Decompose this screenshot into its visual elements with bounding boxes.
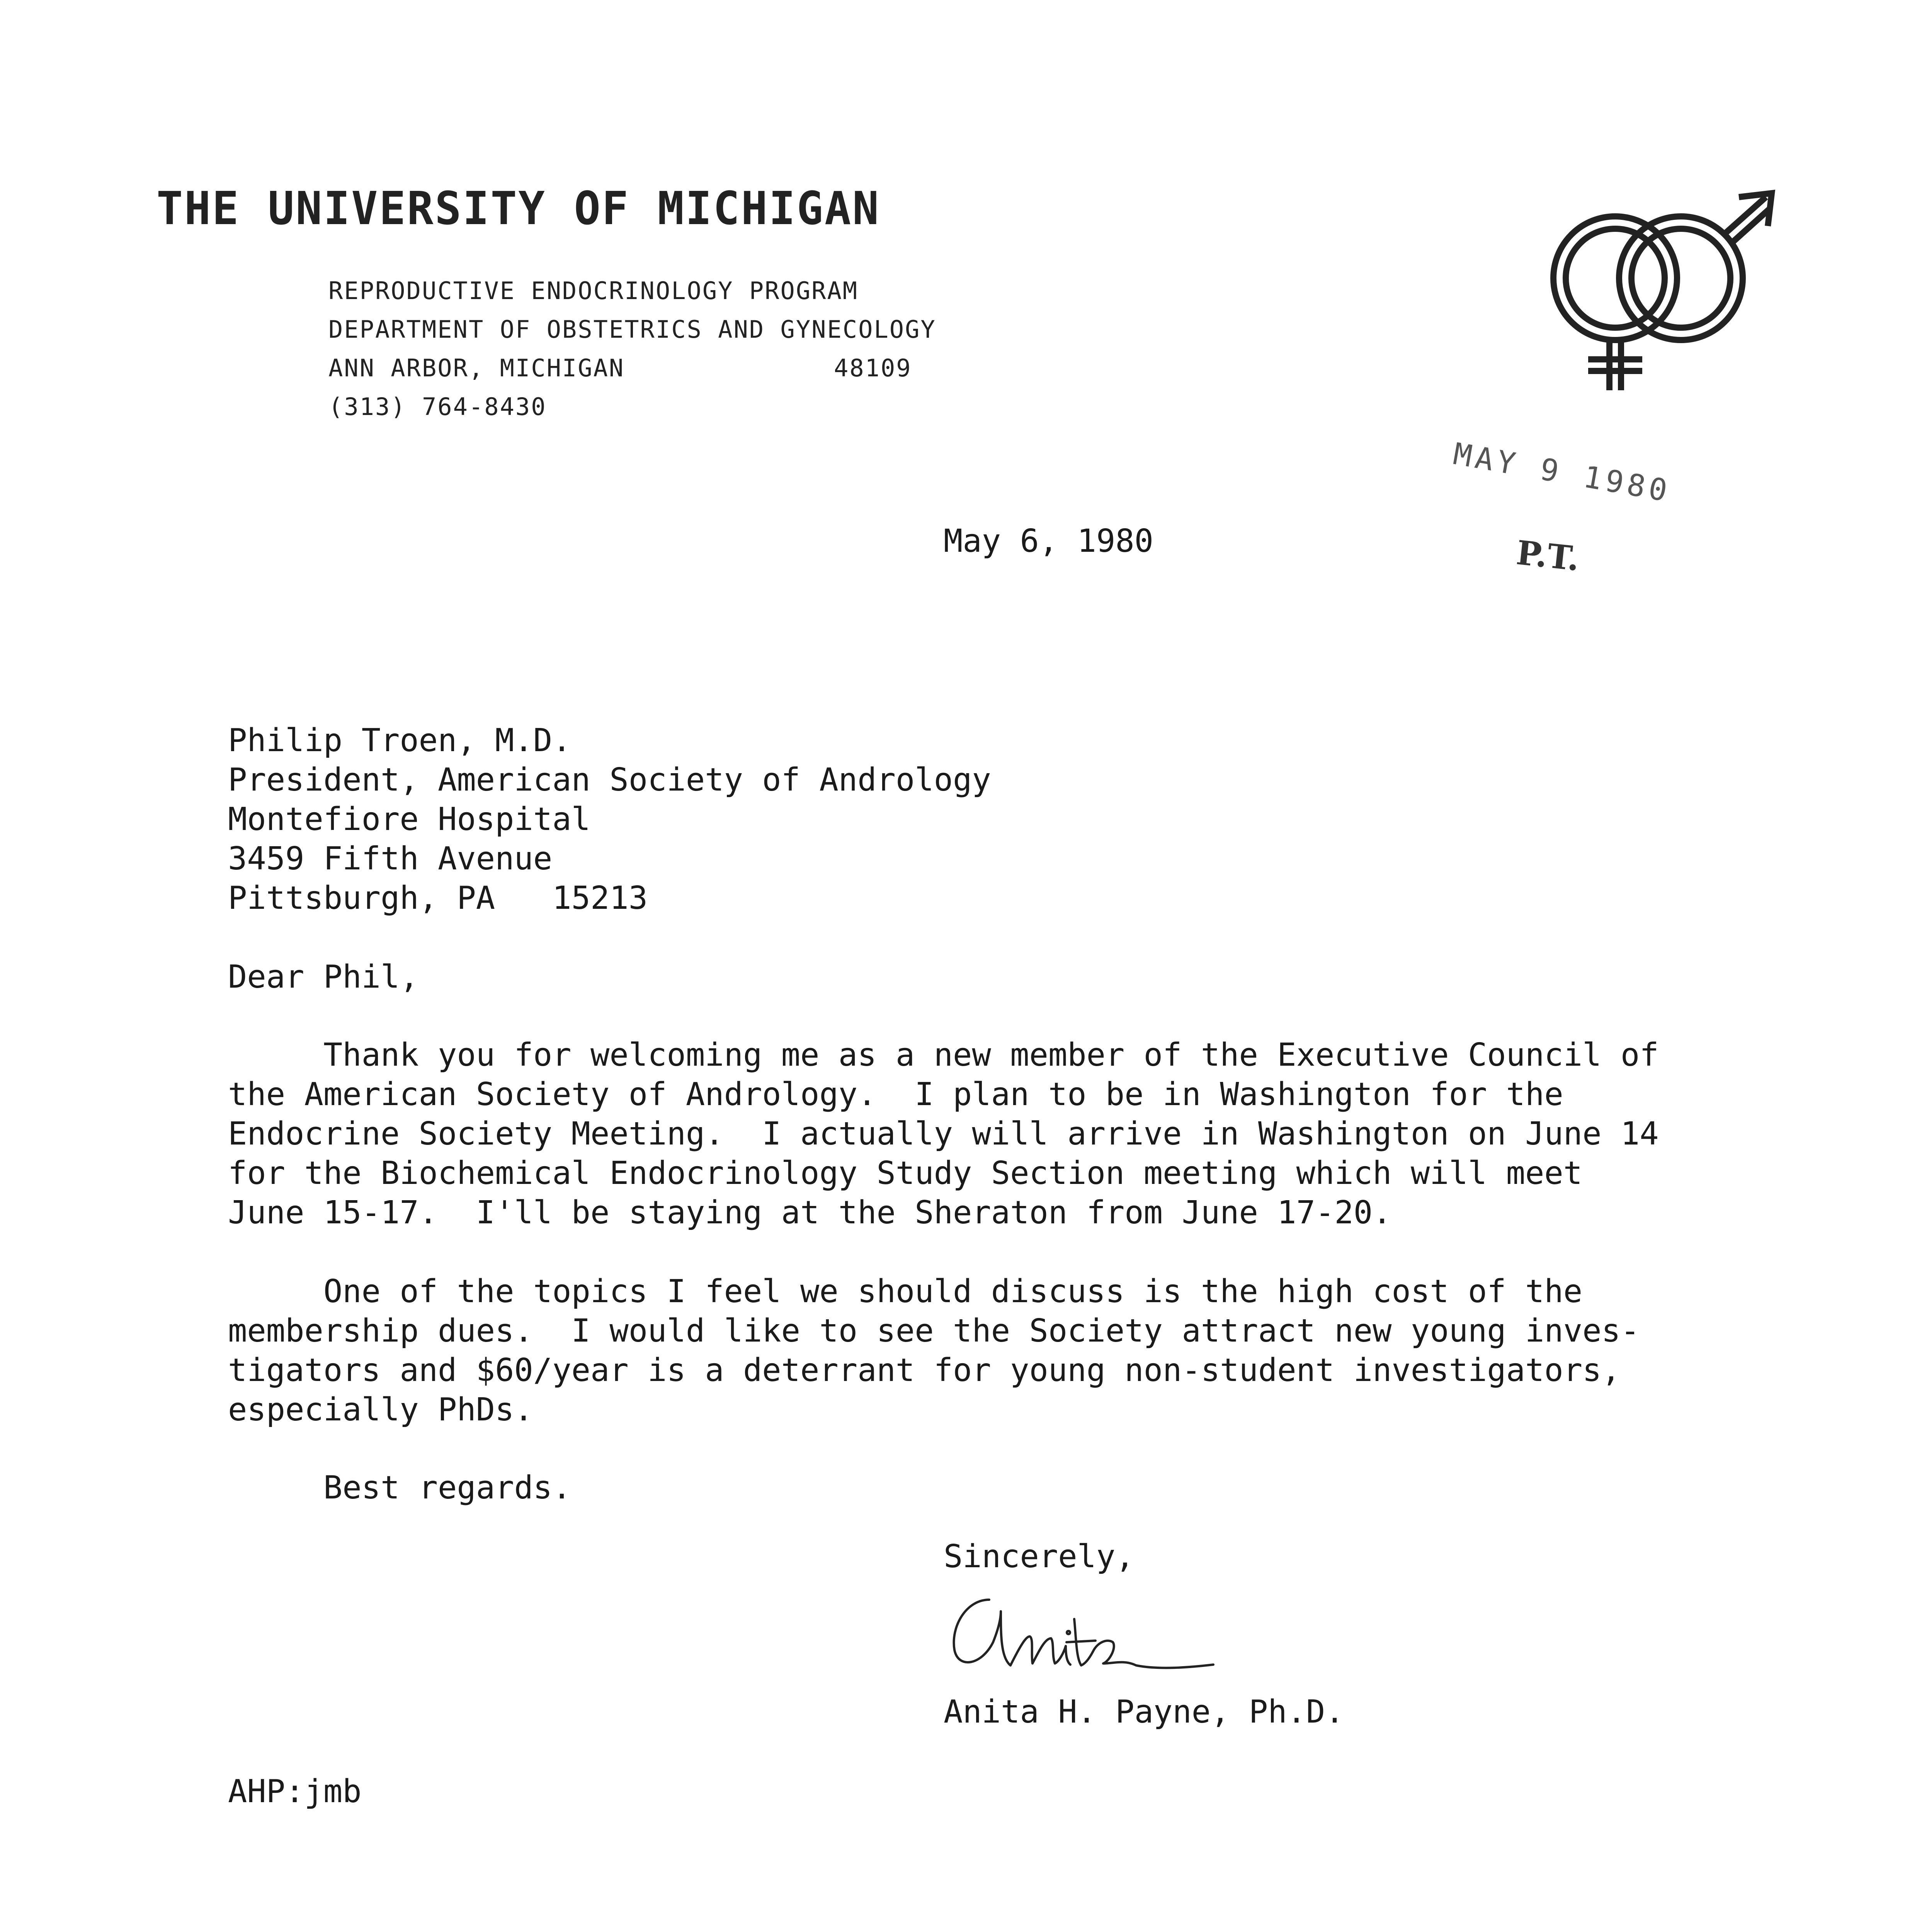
recipient-title: President, American Society of Andrology [228, 762, 991, 798]
handwritten-signature [943, 1584, 1237, 1685]
body-line: tigators and $60/year is a deterrant for young non-student investigators, [228, 1352, 1621, 1389]
received-date-stamp: MAY 9 1980 [1451, 437, 1674, 509]
body-line: Thank you for welcoming me as a new member of the Executive Council of [228, 1037, 1659, 1073]
letterhead-city: ANN ARBOR, MICHIGAN [328, 354, 625, 382]
recipient-institution: Montefiore Hospital [228, 801, 590, 838]
reference-initials: AHP:jmb [228, 1773, 362, 1810]
body-line: membership dues. I would like to see the Society attract new young inves- [228, 1313, 1640, 1349]
closing: Sincerely, [944, 1538, 1135, 1575]
received-initials-stamp: P.T. [1514, 533, 1582, 579]
salutation: Dear Phil, [228, 959, 419, 995]
body-line: for the Biochemical Endocrinology Study Section meeting which will meet [228, 1155, 1583, 1192]
body-line: the American Society of Andrology. I plan to be in Washington for the [228, 1076, 1563, 1113]
letterhead-zip: 48109 [834, 354, 912, 382]
body-line: June 15-17. I'll be staying at the Sheraton from June 17-20. [228, 1194, 1392, 1231]
letterhead-program: REPRODUCTIVE ENDOCRINOLOGY PROGRAM [328, 277, 859, 305]
recipient-city: Pittsburgh, PA 15213 [228, 880, 648, 917]
body-line: One of the topics I feel we should discuss is the high cost of the [228, 1273, 1583, 1310]
letter-date: May 6, 1980 [944, 523, 1154, 560]
letterhead-department: DEPARTMENT OF OBSTETRICS AND GYNECOLOGY [328, 315, 936, 344]
best-regards: Best regards. [228, 1469, 572, 1506]
letterhead-university: THE UNIVERSITY OF MICHIGAN [156, 182, 881, 235]
gender-symbols-logo-icon [1538, 189, 1778, 406]
recipient-street: 3459 Fifth Avenue [228, 840, 553, 877]
letterhead-phone: (313) 764-8430 [328, 393, 547, 421]
signer-name: Anita H. Payne, Ph.D. [944, 1694, 1344, 1730]
body-line: Endocrine Society Meeting. I actually will arrive in Washington on June 14 [228, 1116, 1659, 1152]
recipient-name: Philip Troen, M.D. [228, 722, 572, 759]
body-line: especially PhDs. [228, 1391, 533, 1428]
